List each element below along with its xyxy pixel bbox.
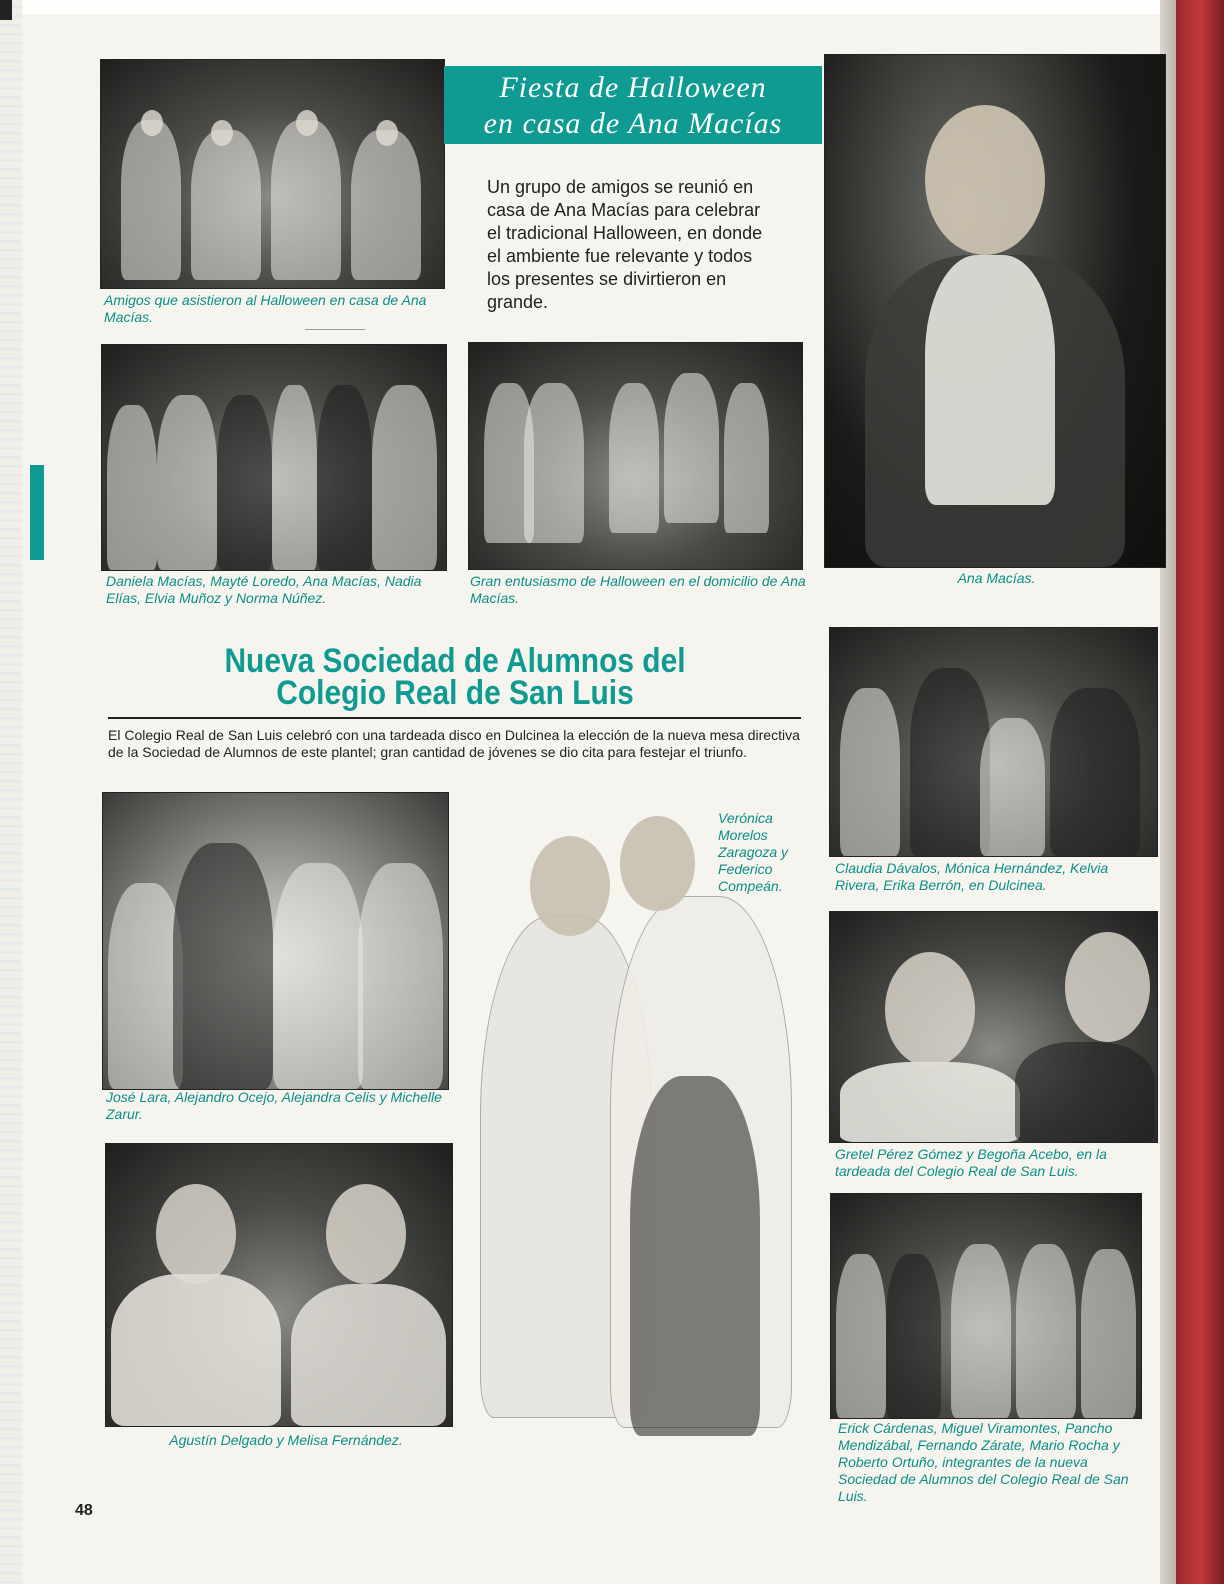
caption-four-friends: José Lara, Alejandro Ocejo, Alejandra Celis y Michelle Zarur. bbox=[106, 1089, 442, 1122]
divider bbox=[305, 329, 365, 330]
sociedad-headline-line1: Nueva Sociedad de Alumnos del bbox=[224, 642, 686, 680]
caption-two-girls: Gretel Pérez Gómez y Begoña Acebo, en la tardeada del Colegio Real de San Luis. bbox=[835, 1146, 1107, 1179]
sociedad-headline bbox=[187, 642, 724, 712]
halloween-intro: Un grupo de amigos se reunió en casa de Ana Macías para celebrar el tradicional Halloween, en donde el ambiente fue relevante y todos los presentes se divirtieron en grande. bbox=[487, 177, 763, 312]
top-margin bbox=[0, 0, 1224, 14]
cover-edge bbox=[1176, 0, 1224, 1584]
pair-bottom-photo bbox=[105, 1143, 453, 1427]
caption-pair-bottom: Agustín Delgado y Melisa Fernández. bbox=[169, 1432, 403, 1448]
section-tab bbox=[30, 465, 44, 560]
sociedad-headline-line2: Colegio Real de San Luis bbox=[276, 674, 634, 712]
couple-photo bbox=[470, 806, 805, 1436]
corner-mark bbox=[0, 0, 12, 20]
halloween-title-line2: en casa de Ana Macías bbox=[483, 107, 783, 140]
four-friends-photo bbox=[102, 792, 449, 1090]
caption-dulcinea: Claudia Dávalos, Mónica Hernández, Kelvia Rivera, Erika Berrón, en Dulcinea. bbox=[835, 860, 1109, 893]
caption-couple: Verónica Morelos Zaragoza y Federico Compeán. bbox=[718, 810, 789, 894]
caption-girls-photo: Daniela Macías, Mayté Loredo, Ana Macías, Nadia Elías, Elvia Muñoz y Norma Núñez. bbox=[106, 573, 422, 606]
page-number: 48 bbox=[75, 1502, 93, 1519]
halloween-title bbox=[444, 66, 822, 144]
headline-rule bbox=[108, 717, 801, 719]
caption-group-photo: Amigos que asistieron al Halloween en casa de Ana Macías. bbox=[104, 292, 427, 325]
halloween-girls-photo bbox=[101, 344, 447, 571]
sociedad-body: El Colegio Real de San Luis celebró con una tardeada disco en Dulcinea la elección de la nueva mesa directiva de la Sociedad de Alumnos de este plantel; gran cantidad de jóvenes se dio cita para festejar el triunfo. bbox=[108, 727, 800, 760]
dulcinea-photo bbox=[829, 627, 1158, 857]
halloween-group-photo bbox=[100, 59, 445, 289]
halloween-title-line1: Fiesta de Halloween bbox=[499, 71, 767, 104]
caption-street-photo: Gran entusiasmo de Halloween en el domicilio de Ana Macías. bbox=[470, 573, 806, 606]
halloween-portrait-photo bbox=[824, 54, 1166, 568]
halloween-street-photo bbox=[468, 342, 803, 570]
caption-boys-group: Erick Cárdenas, Miguel Viramontes, Pancho Mendizábal, Fernando Zárate, Mario Rocha y Roberto Ortuño, integrantes de la nueva Sociedad de Alumnos del Colegio Real de San Luis. bbox=[838, 1420, 1129, 1504]
left-page-edge bbox=[0, 0, 22, 1584]
caption-portrait-photo: Ana Macías. bbox=[957, 570, 1036, 586]
boys-group-photo bbox=[830, 1193, 1142, 1419]
two-girls-photo bbox=[829, 911, 1158, 1143]
